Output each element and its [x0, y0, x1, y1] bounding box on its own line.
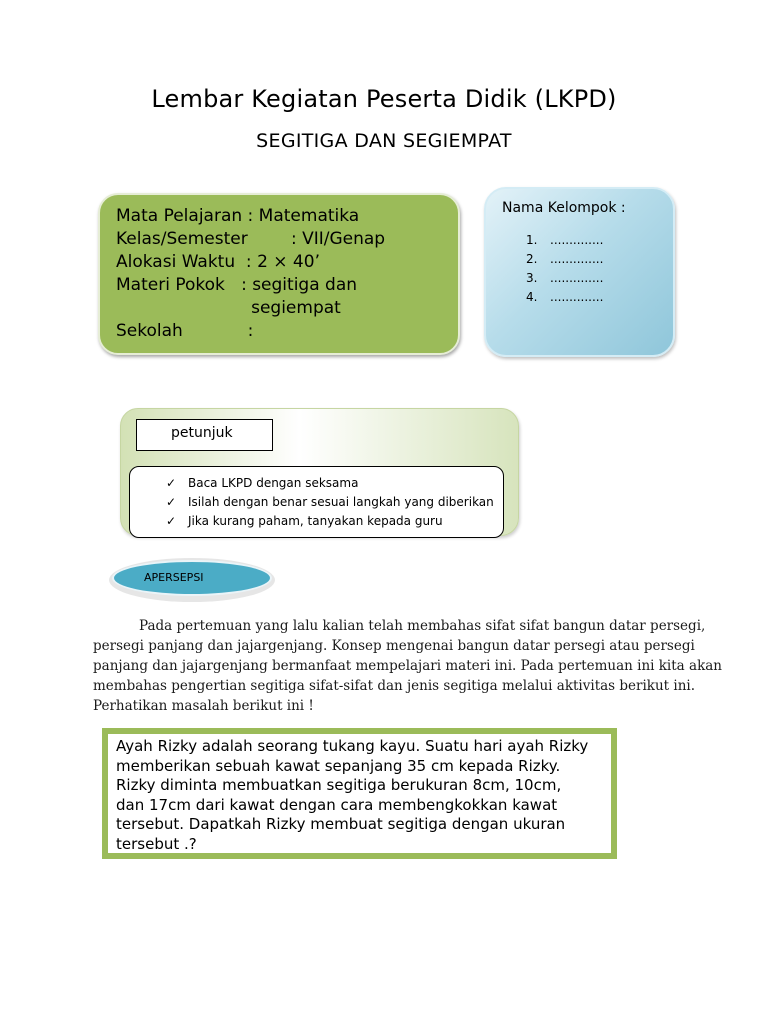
group-member-item: 2. .............. [526, 252, 604, 266]
paragraph-line: persegi panjang dan jajargenjang. Konsep mengenai bangun datar persegi atau persegi [93, 638, 695, 654]
group-member-blank: .............. [550, 271, 604, 285]
group-member-item: 3. .............. [526, 271, 604, 285]
info-line-class: Kelas/Semester : VII/Genap [116, 229, 386, 249]
intro-paragraph [93, 616, 722, 716]
group-member-item: 4. .............. [526, 290, 604, 304]
info-line-topic: Materi Pokok : segitiga dan [116, 275, 358, 295]
problem-line: Ayah Rizky adalah seorang tukang kayu. Suatu hari ayah Rizky [116, 737, 589, 755]
info-line-subject: Mata Pelajaran : Matematika [116, 206, 360, 226]
instruction-item: ✓ Jika kurang paham, tanyakan kepada guru [166, 512, 494, 531]
group-name-box [484, 187, 675, 357]
group-member-list [526, 231, 603, 307]
problem-line: dan 17cm dari kawat dengan cara membengkokkan kawat [116, 795, 558, 814]
paragraph-line: membahas pengertian segitiga sifat-sifat dan jenis segitiga melalui aktivitas berikut ini. [93, 678, 696, 694]
group-member-blank: .............. [550, 233, 604, 247]
problem-line: Rizky diminta membuatkan segitiga berukuran 8cm, 10cm, [116, 776, 562, 795]
instruction-item: ✓ Isilah dengan benar sesuai langkah yang diberikan [166, 493, 494, 512]
checkmark-icon: ✓ [166, 495, 177, 509]
instruction-item: ✓ Baca LKPD dengan seksama [166, 474, 494, 493]
instructions-box [129, 466, 504, 538]
problem-line: memberikan sebuah kawat sepanjang 35 cm kepada Rizky. [116, 756, 561, 775]
group-member-blank: .............. [550, 290, 604, 304]
page-title: Lembar Kegiatan Peserta Didik (LKPD) [151, 85, 617, 113]
checkmark-icon: ✓ [166, 514, 177, 528]
info-line-school: Sekolah : [116, 321, 254, 341]
checkmark-icon: ✓ [166, 476, 177, 490]
page-subtitle: SEGITIGA DAN SEGIEMPAT [256, 130, 512, 152]
group-member-blank: .............. [550, 252, 604, 266]
problem-line: tersebut .? [116, 834, 197, 853]
paragraph-line: Pada pertemuan yang lalu kalian telah membahas sifat sifat bangun datar persegi, [139, 618, 706, 634]
info-line-topic-cont: segiempat [116, 298, 341, 318]
paragraph-line: Perhatikan masalah berikut ini ! [93, 698, 314, 714]
info-line-time: Alokasi Waktu : 2 × 40’ [116, 252, 320, 272]
problem-line: tersebut. Dapatkah Rizky membuat segitiga dengan ukuran [116, 815, 566, 834]
instructions-label: petunjuk [136, 419, 273, 451]
subject-info-box [98, 193, 460, 355]
problem-box [102, 728, 617, 859]
apersepsi-badge: APERSEPSI [112, 560, 272, 596]
group-box-title: Nama Kelompok : [502, 200, 626, 216]
group-member-item: 1. .............. [526, 233, 604, 247]
paragraph-line: panjang dan jajargenjang bermanfaat mempelajari materi ini. Pada pertemuan ini kita akan [93, 658, 722, 674]
